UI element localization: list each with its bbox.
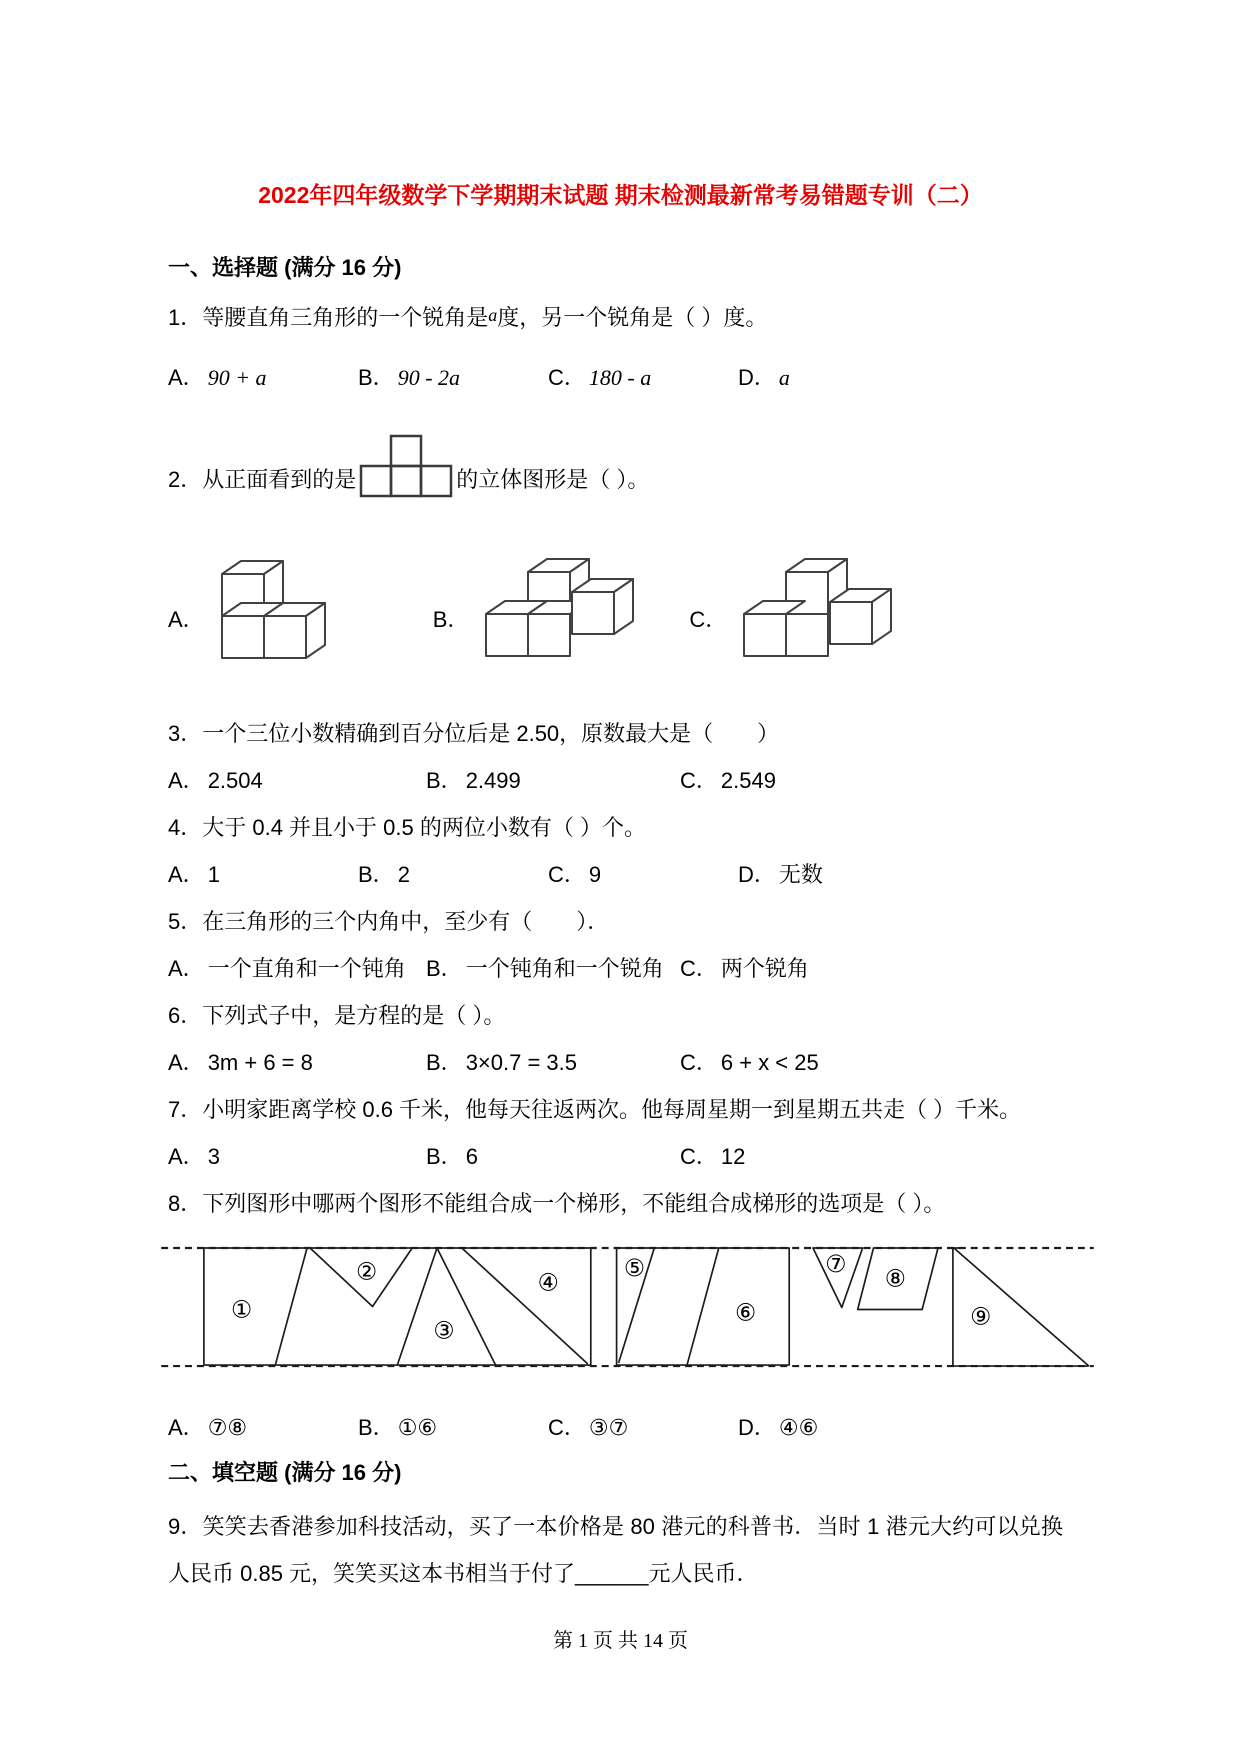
question-1-text2: 度，另一个锐角是（ ）度。 xyxy=(497,305,768,330)
shape-4-slant xyxy=(462,1248,588,1364)
question-7-options xyxy=(168,1143,1073,1171)
option-q6-b xyxy=(426,1049,680,1077)
shape-label-2: ② xyxy=(355,1258,378,1286)
question-8: 8．下列图形中哪两个图形不能组合成一个梯形，不能组合成梯形的选项是（ ）。 xyxy=(168,1191,946,1216)
option-label: C． xyxy=(680,956,718,981)
option-q8-c xyxy=(548,1414,738,1442)
page-footer: 第 1 页 共 14 页 xyxy=(553,1630,688,1652)
section-2-heading: 二、填空题 (满分 16 分) xyxy=(168,1460,402,1485)
option-label: B． xyxy=(432,607,470,632)
option-value: 2.504 xyxy=(207,768,263,793)
page-title: 2022年四年级数学下学期期末试题 期末检测最新常考易错题专训（二） xyxy=(258,182,983,208)
option-label: A． xyxy=(168,1144,205,1169)
option-label: B． xyxy=(426,1144,463,1169)
option-q8-d xyxy=(738,1414,1073,1442)
option-label: B． xyxy=(358,862,395,887)
question-2-options xyxy=(168,550,1073,668)
section-1-heading: 一、选择题 (满分 16 分) xyxy=(168,255,402,280)
question-3-options xyxy=(168,767,1073,795)
shape-label-3: ③ xyxy=(433,1317,455,1345)
option-label: C． xyxy=(680,1050,718,1075)
option-label: B． xyxy=(426,956,463,981)
option-q1-d xyxy=(738,364,1073,392)
shapes-strip-figure xyxy=(160,1245,1095,1370)
shape-label-1: ① xyxy=(230,1296,253,1324)
option-q5-c xyxy=(680,955,1073,983)
option-value: 1 xyxy=(207,862,220,887)
option-q1-b xyxy=(358,364,548,392)
question-9: 9．笑笑去香港参加科技活动，买了一本价格是 80 港元的科普书．当时 1 港元大约可以兑换人民币 0.85 元，笑笑买这本书相当于付了______元人民币． xyxy=(168,1514,1063,1586)
option-q8-b xyxy=(358,1414,548,1442)
option-value: 6 xyxy=(465,1144,478,1169)
front-view-bottom-square-3 xyxy=(421,466,451,496)
shape-label-7: ⑦ xyxy=(825,1250,847,1278)
shape-label-4: ④ xyxy=(537,1269,559,1297)
option-q2-a xyxy=(168,556,337,668)
option-label: B． xyxy=(358,365,395,390)
option-label: A． xyxy=(168,956,205,981)
option-label: A． xyxy=(168,1050,205,1075)
trapezoid-6-slant xyxy=(687,1248,719,1365)
option-value: 3m + 6 = 8 xyxy=(207,1050,313,1075)
cube-figure-c xyxy=(737,550,897,668)
question-1-options xyxy=(168,364,1073,392)
option-value: 12 xyxy=(720,1144,746,1169)
option-q7-c xyxy=(680,1143,1073,1171)
option-label: A． xyxy=(168,365,205,390)
option-value: a xyxy=(778,365,790,390)
question-2-text2: 的立体图形是（ ）。 xyxy=(456,467,650,492)
cube-figure-a xyxy=(215,556,337,668)
question-6-options xyxy=(168,1049,1073,1077)
option-value: 一个直角和一个钝角 xyxy=(207,956,406,981)
option-value: 2 xyxy=(397,862,410,887)
question-5-options xyxy=(168,955,1073,983)
trapezoid-1-slant xyxy=(275,1248,307,1365)
option-value: 一个钝角和一个锐角 xyxy=(465,956,664,981)
cube-figure-b xyxy=(479,550,639,668)
option-label: C． xyxy=(548,862,586,887)
option-value: 6 + x < 25 xyxy=(720,1050,819,1075)
option-q3-b xyxy=(426,767,680,795)
option-label: C． xyxy=(680,1144,718,1169)
option-label: D． xyxy=(738,1415,776,1440)
option-value: ④⑥ xyxy=(778,1415,819,1440)
option-q4-a xyxy=(168,861,358,889)
option-value: 9 xyxy=(588,862,602,887)
option-label: D． xyxy=(738,862,776,887)
option-q4-c xyxy=(548,861,738,889)
front-view-top-square xyxy=(391,436,421,466)
option-value: 90 - 2a xyxy=(397,365,461,390)
option-q5-b xyxy=(426,955,680,983)
option-q3-a xyxy=(168,767,426,795)
question-2 xyxy=(168,432,1073,498)
option-label: A． xyxy=(168,607,205,632)
option-q1-a xyxy=(168,364,358,392)
front-view-bottom-square-1 xyxy=(361,466,391,496)
option-value: ①⑥ xyxy=(397,1415,438,1440)
front-view-bottom-square-2 xyxy=(391,466,421,496)
option-q7-b xyxy=(426,1143,680,1171)
option-value: 3×0.7 = 3.5 xyxy=(465,1050,578,1075)
question-8-options xyxy=(168,1414,1073,1442)
front-view-figure xyxy=(358,432,454,498)
option-value: 无数 xyxy=(778,862,823,887)
option-label: C． xyxy=(680,768,718,793)
option-value: 两个锐角 xyxy=(720,956,809,981)
option-label: A． xyxy=(168,862,205,887)
option-q6-c xyxy=(680,1049,1073,1077)
option-q7-a xyxy=(168,1143,426,1171)
shape-label-6: ⑥ xyxy=(734,1299,757,1327)
option-label: B． xyxy=(426,1050,463,1075)
question-5: 5．在三角形的三个内角中，至少有（ ）． xyxy=(168,909,610,934)
option-q6-a xyxy=(168,1049,426,1077)
question-7: 7．小明家距离学校 0.6 千米，他每天往返两次。他每周星期一到星期五共走（ ）千米。 xyxy=(168,1097,1022,1122)
option-value: ⑦⑧ xyxy=(207,1415,248,1440)
option-label: B． xyxy=(358,1415,395,1440)
option-value: 2.499 xyxy=(465,768,521,793)
option-label: D． xyxy=(738,365,776,390)
shape-label-9: ⑨ xyxy=(970,1303,992,1331)
strip-group-1-outline xyxy=(204,1248,591,1365)
option-q4-d xyxy=(738,861,1073,889)
question-1-variable: a xyxy=(488,305,498,325)
option-label: C． xyxy=(548,1415,586,1440)
question-4-options xyxy=(168,861,1073,889)
option-q4-b xyxy=(358,861,548,889)
shape-label-5: ⑤ xyxy=(623,1254,646,1282)
option-value: 180 - a xyxy=(588,365,652,390)
option-q2-b xyxy=(433,550,640,668)
question-3: 3．一个三位小数精确到百分位后是 2.50，原数最大是（ ） xyxy=(168,721,780,746)
option-label: C． xyxy=(548,365,586,390)
option-label: A． xyxy=(168,768,205,793)
question-4: 4．大于 0.4 并且小于 0.5 的两位小数有（ ）个。 xyxy=(168,815,646,840)
option-q8-a xyxy=(168,1414,358,1442)
option-value: 3 xyxy=(207,1144,220,1169)
option-q3-c xyxy=(680,767,1073,795)
option-value: 90 + a xyxy=(207,365,267,390)
option-q2-c xyxy=(689,550,897,668)
question-1-text: 1．等腰直角三角形的一个锐角是 xyxy=(168,305,489,330)
option-q1-c xyxy=(548,364,738,392)
option-value: 2.549 xyxy=(720,768,776,793)
option-label: B． xyxy=(426,768,463,793)
option-label: A． xyxy=(168,1415,205,1440)
question-2-text: 2．从正面看到的是 xyxy=(168,467,357,492)
question-1 xyxy=(168,301,1073,332)
option-value: ③⑦ xyxy=(588,1415,629,1440)
shape-label-8: ⑧ xyxy=(884,1265,907,1293)
option-q5-a xyxy=(168,955,426,983)
question-6: 6．下列式子中，是方程的是（ ）。 xyxy=(168,1003,506,1028)
option-label: C． xyxy=(689,607,728,632)
